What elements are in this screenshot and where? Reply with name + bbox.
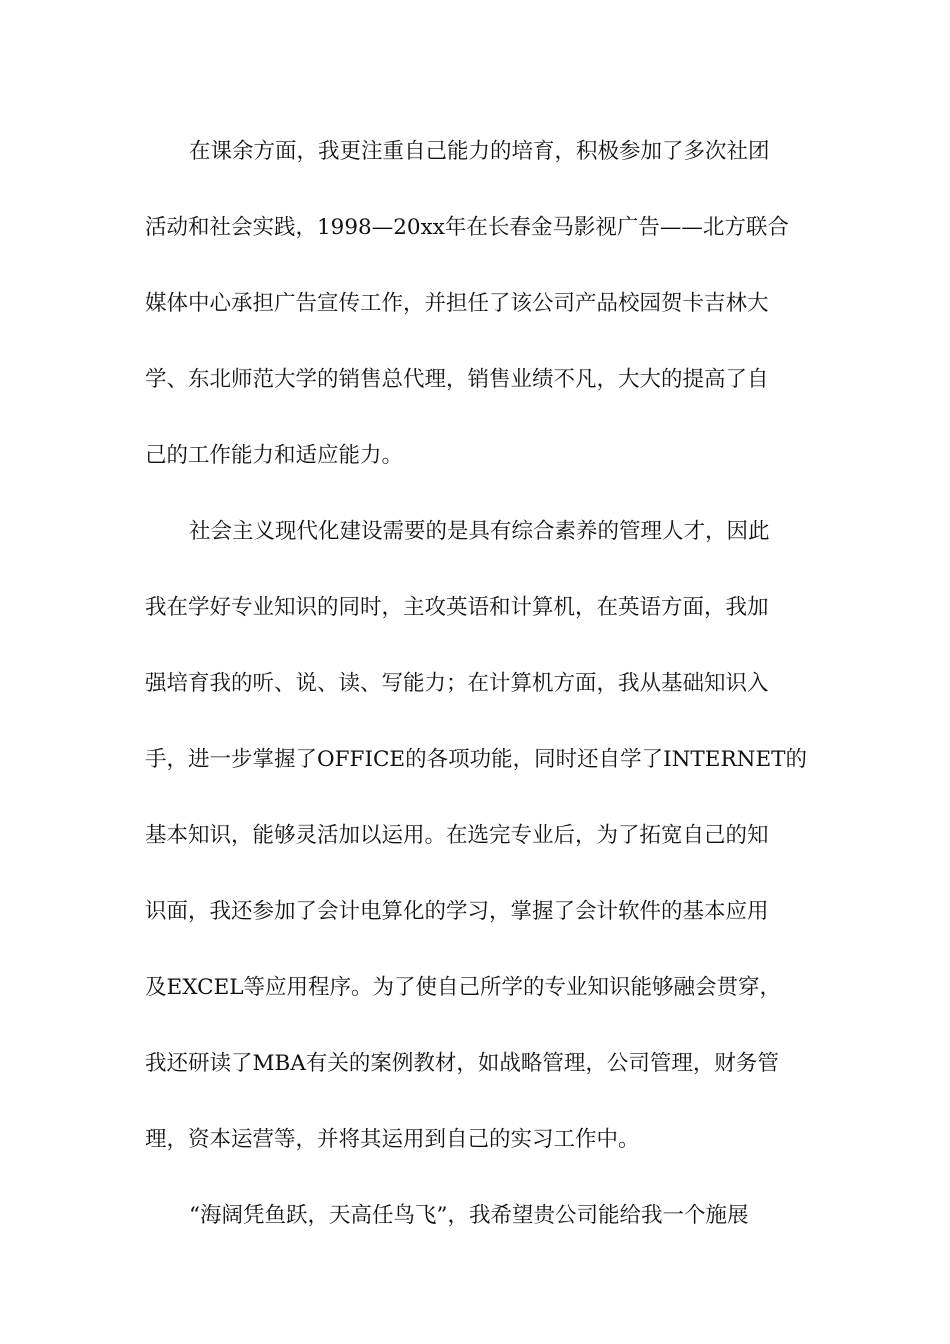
text-line: 在课余方面，我更注重自己能力的培育，积极参加了多次社团 (189, 139, 770, 164)
text-line: 己的工作能力和适应能力。 (145, 443, 404, 468)
text-line: 学、东北师范大学的销售总代理，销售业绩不凡，大大的提高了自 (145, 367, 769, 392)
text-line: 活动和社会实践，1998—20xx年在长春金马影视广告——北方联合 (145, 215, 789, 240)
text-line: 我在学好专业知识的同时，主攻英语和计算机，在英语方面，我加 (145, 595, 769, 620)
text-line: 基本知识，能够灵活加以运用。在选完专业后，为了拓宽自己的知 (145, 823, 769, 848)
document-body (145, 132, 807, 1272)
text-line: 社会主义现代化建设需要的是具有综合素养的管理人才，因此 (189, 519, 770, 544)
text-line: 及EXCEL等应用程序。为了使自己所学的专业知识能够融会贯穿， (145, 975, 782, 1000)
text-line: 强培育我的听、说、读、写能力；在计算机方面，我从基础知识入 (145, 671, 769, 696)
text-line: 手，进一步掌握了OFFICE的各项功能，同时还自学了INTERNET的 (145, 747, 807, 772)
text-line: 媒体中心承担广告宣传工作，并担任了该公司产品校园贺卡吉林大 (145, 291, 769, 316)
text-line: “海阔凭鱼跃，天高任鸟飞”，我希望贵公司能给我一个施展 (189, 1203, 749, 1228)
text-line: 我还研读了MBA有关的案例教材，如战略管理，公司管理，财务管 (145, 1051, 779, 1076)
text-line: 理，资本运营等，并将其运用到自己的实习工作中。 (145, 1127, 640, 1152)
text-line: 识面，我还参加了会计电算化的学习，掌握了会计软件的基本应用 (145, 899, 769, 924)
